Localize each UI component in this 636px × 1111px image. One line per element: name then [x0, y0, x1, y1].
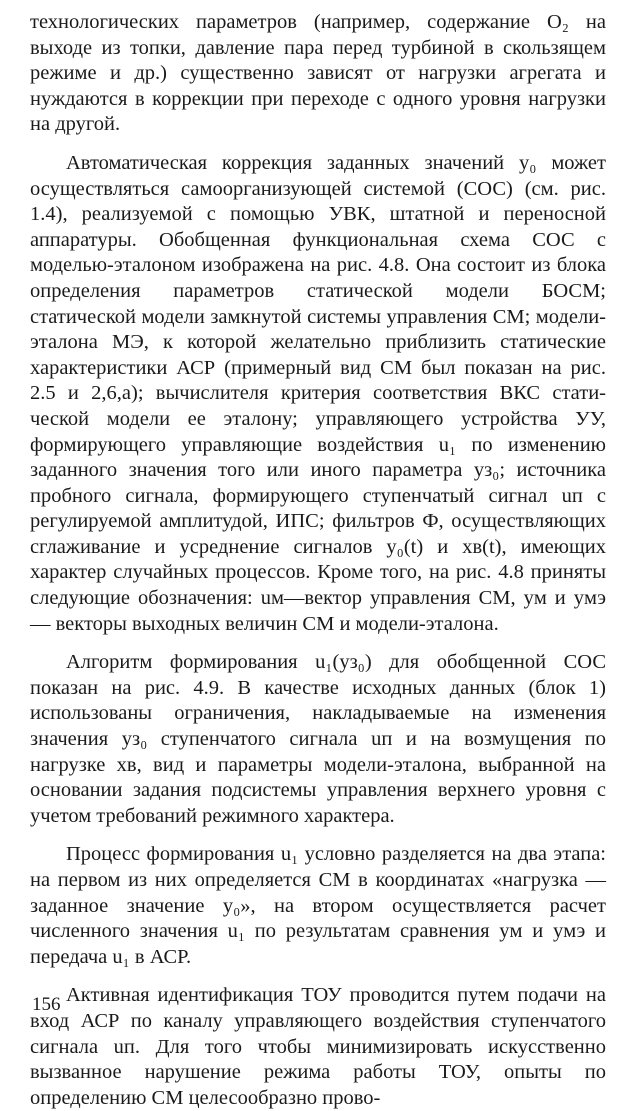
page-number: 156: [32, 994, 61, 1015]
paragraph-3: Алгоритм формирования u₁(yз₀) для обобщенной СОС показан на рис. 4.9. В качестве исходных данных (блок 1) использованы ограничения, накладываемые на изменения значения yз₀ ступенчатого сигнала uп и на возмущения по нагрузке xв, вид и параметры модели-эталона, выбранной на основании задания подсистемы управления верхнего уровня с учетом требований режимного характера.: [30, 651, 606, 827]
paragraph-1: технологических параметров (например, содержание O₂ на выходе из топки, давление пара перед турбиной в скользящем режиме и др.) существенно зависят от нагрузки агрегата и нуждаются в коррекции при переходе с одного уровня нагрузки на другой.: [30, 11, 606, 136]
paragraph-5: Активная идентификация ТОУ проводится путем подачи на вход АСР по каналу управляющего воздействия ступенчатого сигнала uп. Для того чтобы минимизировать искусственно вызванное нарушение режима работы ТОУ, опыты по определению СМ целесообразно прово-: [30, 984, 606, 1109]
paragraph-2: Автоматическая коррекция заданных значений y₀ может осуществляться самоорганизующей системой (СОС) (см. рис. 1.4), реализуемой с помощью УВК, штатной и переносной аппаратуры. Обобщенная функциональная схема СОС с моделью-эталоном изображена на рис. 4.8. Она состоит из блока определения параметров статической модели БОСМ; статической модели замкнутой системы управления СМ; модели-эталона МЭ, к которой желательно приблизить статические характеристики АСР (примерный вид СМ был показан на рис. 2.5 и 2,6,а); вычислителя критерия соответствия ВКС статической модели ее эталону; управляющего устройства УУ, формирующего управляющие воздействия u₁ по изменению заданного значения того или иного параметра yз₀; источника пробного сигнала, формирующего ступенчатый сигнал uп с регулируемой амплитудой, ИПС; фильтров Ф, осуществляющих сглаживание и усреднение сигналов y₀(t) и xв(t), имеющих характер случайных процессов. Кроме того, на рис. 4.8 приняты следующие обозначения: uм—вектор управления СМ, yм и yмэ— векторы выходных величин СМ и модели-эталона.: [30, 151, 606, 635]
paragraph-4: Процесс формирования u₁ условно разделяется на два этапа: на первом из них определяется СМ в координатах «нагрузка — заданное значение y₀», на втором осуществляется расчет численного значения u₁ по результатам сравнения yм и yмэ и передача u₁ в АСР.: [30, 843, 606, 968]
page-body: [30, 10, 606, 1111]
